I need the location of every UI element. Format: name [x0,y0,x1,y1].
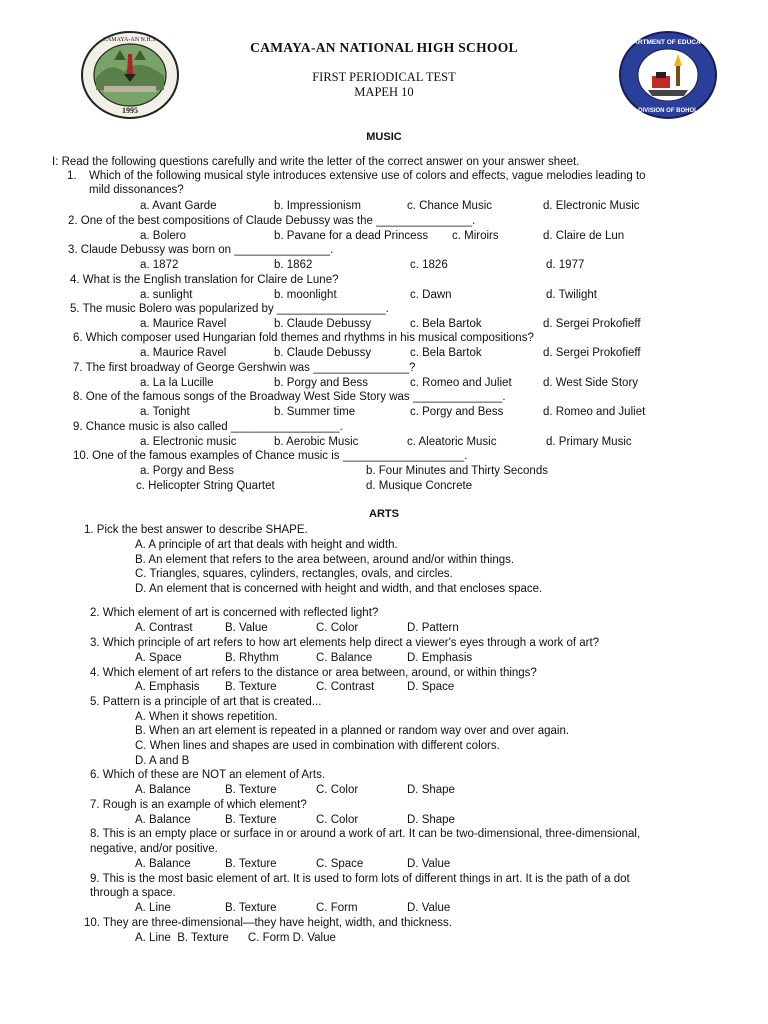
music-q7-choice-a: a. La la Lucille [140,377,214,389]
music-q1-number: 1. [67,170,77,182]
arts-q2-choice-d: D. Pattern [407,622,459,634]
music-q2-choice-d: d. Claire de Lun [543,230,625,242]
music-q1-line1: Which of the following musical style introduces extensive use of colors and effects, vague melodies leading to [89,170,646,182]
music-q3-choice-a: a. 1872 [140,259,179,271]
music-q3-choice-c: c. 1826 [410,259,448,271]
music-q6-choice-d: d. Sergei Prokofieff [543,347,641,359]
arts-q1: 1. Pick the best answer to describe SHAPE. [84,524,308,536]
music-q8-choice-a: a. Tonight [140,406,190,418]
music-q9-choice-a: a. Electronic music [140,436,237,448]
music-q8-choice-c: c. Porgy and Bess [410,406,504,418]
music-q6-choice-a: a. Maurice Ravel [140,347,227,359]
arts-q9-choice-a: A. Line [135,902,171,914]
arts-q2: 2. Which element of art is concerned with reflected light? [90,607,379,619]
arts-q2-choice-c: C. Color [316,622,359,634]
music-q5-choice-a: a. Maurice Ravel [140,318,227,330]
music-q4-choice-d: d. Twilight [546,289,597,301]
arts-section-title: ARTS [369,508,399,520]
arts-q8-choice-a: A. Balance [135,858,191,870]
arts-q6-choice-a: A. Balance [135,784,191,796]
arts-q3-choice-d: D. Emphasis [407,652,473,664]
music-q5-choice-c: c. Bela Bartok [410,318,482,330]
arts-q4-choice-a: A. Emphasis [135,681,200,693]
music-q10-choice-d: d. Musique Concrete [366,480,473,492]
arts-q6-choice-b: B. Texture [225,784,277,796]
music-q5-choice-b: b. Claude Debussy [274,318,372,330]
arts-q3: 3. Which principle of art refers to how art elements help direct a viewer's eyes through a work of art? [90,637,600,649]
arts-q4-choice-d: D. Space [407,681,455,693]
arts-q10-choices: A. Line B. Texture C. Form D. Value [135,932,336,944]
music-q9-choice-d: d. Primary Music [546,436,632,448]
music-q8-choice-d: d. Romeo and Juliet [543,406,646,418]
music-q6: 6. Which composer used Hungarian fold themes and rhythms in his musical compositions? [73,332,534,344]
music-q4: 4. What is the English translation for Claire de Lune? [70,274,339,286]
arts-q9-line1: 9. This is the most basic element of art. It is used to form lots of different things in art. It is the path of a dot [90,873,630,885]
music-q2-choice-b: b. Pavane for a dead Princess [274,230,429,242]
arts-q6-choice-c: C. Color [316,784,359,796]
music-q10-choice-b: b. Four Minutes and Thirty Seconds [366,465,548,477]
music-q1-choice-c: c. Chance Music [407,200,493,212]
arts-q4-choice-c: C. Contrast [316,681,375,693]
arts-q5-choice-c: C. When lines and shapes are used in combination with different colors. [135,740,500,752]
svg-text:DEPARTMENT OF EDUCATION: DEPARTMENT OF EDUCATION [620,39,716,46]
arts-q4: 4. Which element of art refers to the distance or area between, around, or within things? [90,667,537,679]
arts-q9-choice-d: D. Value [407,902,451,914]
music-q8-choice-b: b. Summer time [274,406,356,418]
arts-q8-line1: 8. This is an empty place or surface in or around a work of art. It can be two-dimensional, three-dimensional, [90,828,641,840]
arts-q1-choice-c: C. Triangles, squares, cylinders, rectangles, ovals, and circles. [135,568,453,580]
music-q6-choice-c: c. Bela Bartok [410,347,482,359]
music-q7-choice-b: b. Porgy and Bess [274,377,368,389]
arts-q7: 7. Rough is an example of which element? [90,799,307,811]
music-q1-choice-b: b. Impressionism [274,200,361,212]
arts-q7-choice-d: D. Shape [407,814,455,826]
school-name: CAMAYA-AN NATIONAL HIGH SCHOOL [250,40,518,55]
arts-q8-choice-d: D. Value [407,858,451,870]
arts-q5-choice-d: D. A and B [135,755,190,767]
arts-q6-choice-d: D. Shape [407,784,455,796]
music-q1-line2: mild dissonances? [89,184,184,196]
music-q10-choice-a: a. Porgy and Bess [140,465,234,477]
music-q5-choice-d: d. Sergei Prokofieff [543,318,641,330]
svg-text:1995: 1995 [122,106,138,115]
music-q7-choice-c: c. Romeo and Juliet [410,377,512,389]
arts-q4-choice-b: B. Texture [225,681,277,693]
music-q10-choice-c: c. Helicopter String Quartet [136,480,275,492]
arts-q6: 6. Which of these are NOT an element of Arts. [90,769,326,781]
svg-text:CAMAYA-AN N.H.S.: CAMAYA-AN N.H.S. [102,37,158,43]
arts-q1-choice-d: D. An element that is concerned with height and width, and that encloses space. [135,583,543,595]
music-q2-choice-c: c. Miroirs [452,230,499,242]
music-q9-choice-b: b. Aerobic Music [274,436,359,448]
music-q1-choice-a: a. Avant Garde [140,200,217,212]
arts-q7-choice-c: C. Color [316,814,359,826]
music-q8: 8. One of the famous songs of the Broadway West Side Story was ______________. [73,391,506,403]
music-q2-choice-a: a. Bolero [140,230,187,242]
music-instruction: I: Read the following questions carefully and write the letter of the correct answer on your answer sheet. [52,156,580,168]
music-q3-choice-b: b. 1862 [274,259,313,271]
arts-q5: 5. Pattern is a principle of art that is created... [90,696,322,708]
arts-q5-choice-b: B. When an art element is repeated in a planned or random way over and over again. [135,725,570,737]
deped-seal-logo [618,30,718,120]
music-q4-choice-c: c. Dawn [410,289,452,301]
music-q4-choice-a: a. sunlight [140,289,193,301]
arts-q1-choice-b: B. An element that refers to the area between, around and/or within things. [135,554,515,566]
arts-q3-choice-b: B. Rhythm [225,652,279,664]
music-section-title: MUSIC [366,131,402,143]
music-q1-choice-d: d. Electronic Music [543,200,640,212]
music-q2: 2. One of the best compositions of Claude Debussy was the _______________. [68,215,476,227]
arts-q2-choice-a: A. Contrast [135,622,193,634]
music-q3: 3. Claude Debussy was born on _______________. [68,244,334,256]
arts-q3-choice-c: C. Balance [316,652,373,664]
music-q7-choice-d: d. West Side Story [543,377,639,389]
arts-q8-choice-b: B. Texture [225,858,277,870]
arts-q9-choice-b: B. Texture [225,902,277,914]
music-q3-choice-d: d. 1977 [546,259,585,271]
arts-q7-choice-a: A. Balance [135,814,191,826]
arts-q3-choice-a: A. Space [135,652,182,664]
subject-text: MAPEH 10 [354,85,414,99]
music-q9: 9. Chance music is also called _________________. [73,421,343,433]
arts-q5-choice-a: A. When it shows repetition. [135,711,278,723]
arts-q8-line2: negative, and/or positive. [90,843,218,855]
music-q4-choice-b: b. moonlight [274,289,337,301]
arts-q9-line2: through a space. [90,887,176,899]
arts-q7-choice-b: B. Texture [225,814,277,826]
music-q9-choice-c: c. Aleatoric Music [407,436,497,448]
music-q6-choice-b: b. Claude Debussy [274,347,372,359]
arts-q9-choice-c: C. Form [316,902,358,914]
arts-q10: 10. They are three-dimensional—they have height, width, and thickness. [84,917,452,929]
arts-q8-choice-c: C. Space [316,858,364,870]
arts-q2-choice-b: B. Value [225,622,268,634]
arts-q1-choice-a: A. A principle of art that deals with height and width. [135,539,398,551]
svg-text:DIVISION OF BOHOL: DIVISION OF BOHOL [638,108,698,114]
test-title-text: FIRST PERIODICAL TEST [312,70,456,84]
music-q5: 5. The music Bolero was popularized by _________________. [70,303,389,315]
music-q10: 10. One of the famous examples of Chance music is ___________________. [73,450,468,462]
music-q7: 7. The first broadway of George Gershwin was _______________? [73,362,416,374]
